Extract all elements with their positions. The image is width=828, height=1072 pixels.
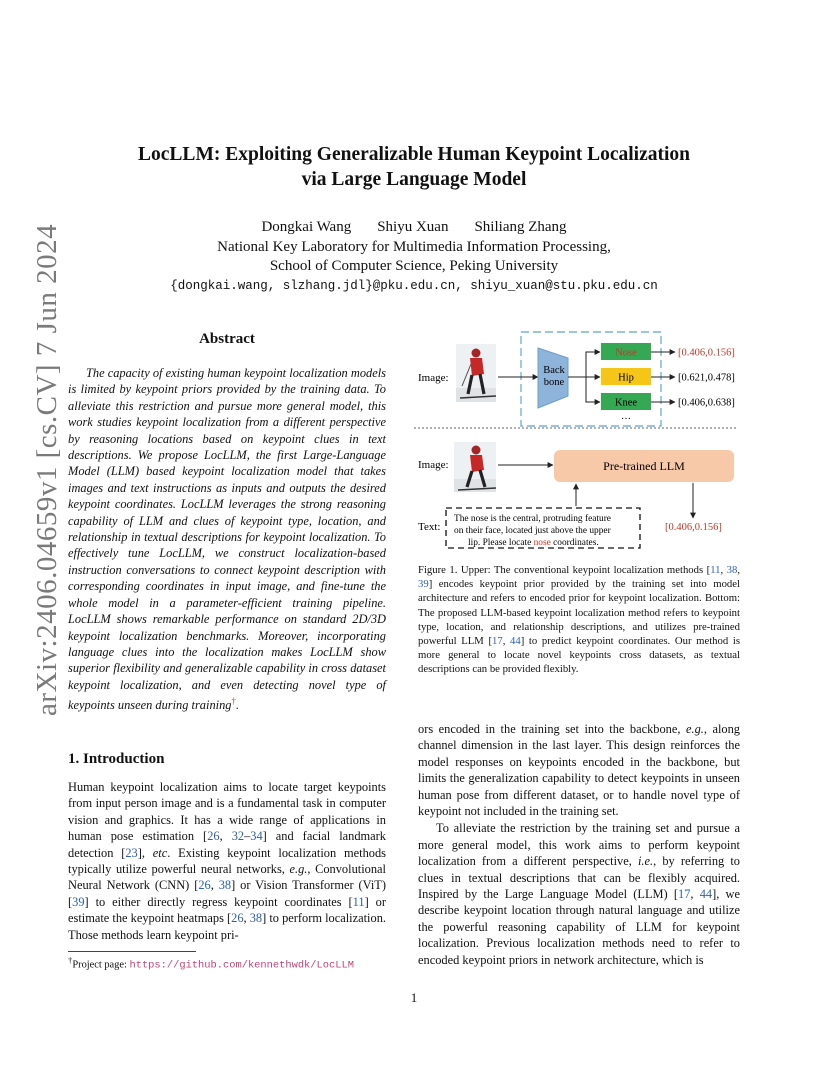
keypoint-ellipsis: … bbox=[621, 411, 631, 422]
text-input-label: Text: bbox=[418, 521, 441, 533]
citation-link[interactable]: 38 bbox=[249, 911, 263, 926]
intro-text: ] and facial landmark detection [ bbox=[68, 829, 386, 860]
citation-link[interactable]: 26 bbox=[198, 878, 211, 893]
citation-link[interactable]: 38 bbox=[218, 878, 232, 893]
citation-link[interactable]: 23 bbox=[125, 845, 138, 860]
intro-text: , bbox=[219, 829, 232, 844]
body-text: , along channel dimension in the last layer. This design reinforces the model responses on keypoints encoded in the backbone, but limits the generalization capability to detect keypoints in unseen human pose from different dataset, or to handle novel type of keypoint not included in the training set. bbox=[418, 722, 740, 819]
author-name: Shiyu Xuan bbox=[377, 219, 449, 235]
skier-photo-lower bbox=[454, 442, 496, 492]
project-page-link[interactable]: https://github.com/kennethwdk/LocLLM bbox=[129, 959, 354, 972]
citation-link[interactable]: 26 bbox=[231, 911, 244, 926]
text-prompt-line-2: on their face, located just above the upper bbox=[454, 526, 611, 536]
right-paragraph-2 bbox=[418, 820, 740, 968]
citation-link[interactable]: 26 bbox=[207, 829, 220, 844]
abstract-text: The capacity of existing human keypoint localization models is limited by keypoint priors provided by the training data. To alleviate this restriction and pursue more general model, this work studies keypoint localization from a different perspective by reasoning locations based on keypoint clues in text descriptions. We propose LocLLM, the first Large-Language Model (LLM) based keypoint localization model that takes images and text instructions as inputs and outputs the desired keypoint coordinates. LocLLM leverages the strong reasoning capability of LLM and clues of keypoint type, location, and relationship in textual descriptions for keypoint localization. To effectively tune LocLLM, we construct localization-based instruction conversations to connect keypoint description with corresponding coordinates in input image, and fine-tune the whole model in a parameter-efficient training pipeline. LocLLM shows remarkable performance on standard 2D/3D keypoint localization benchmarks. Moreover, incorporating language clues into the localization makes LocLLM show superior flexibility and generalizable capability in cross dataset keypoint localization, and even detecting novel type of keypoints unseen during training bbox=[68, 366, 386, 713]
intro-text: ] to either directly regress keypoint coordinates [ bbox=[84, 894, 353, 909]
citation-link[interactable]: 38 bbox=[726, 564, 738, 576]
skier-photo-upper bbox=[456, 344, 496, 402]
keypoint-knee-label: Knee bbox=[614, 397, 638, 409]
citation-link[interactable]: 11 bbox=[710, 564, 721, 576]
hip-output-coords: [0.621,0.478] bbox=[678, 372, 735, 384]
caption-text: , bbox=[737, 564, 741, 576]
footnote-rule bbox=[68, 951, 196, 952]
keypoint-nose-label: Nose bbox=[615, 347, 637, 359]
knee-output-coords: [0.406,0.638] bbox=[678, 397, 735, 409]
llm-output-coords: [0.406,0.156] bbox=[665, 522, 722, 533]
text-prompt-line-3: lip. Please locate nose coordinates. bbox=[468, 538, 599, 548]
author-name: Dongkai Wang bbox=[261, 219, 352, 235]
body-text: , bbox=[690, 887, 700, 902]
figure-1 bbox=[410, 322, 744, 554]
citation-link[interactable]: 17 bbox=[492, 635, 503, 648]
intro-paragraph bbox=[68, 779, 386, 943]
keypoint-hip-label: Hip bbox=[618, 372, 634, 384]
body-text: , by referring to clues in textual descriptions that can be flexibly acquired. Inspired by the Large Language Model (LLM) [ bbox=[418, 854, 740, 902]
intro-text: Human keypoint localization aims to locate target keypoints from input person image and is a fundamental task in computer vision and graphics. It has a wide range of applications in human pose estimation [ bbox=[68, 780, 386, 844]
right-column-body bbox=[418, 721, 740, 968]
citation-link[interactable]: 34 bbox=[250, 829, 263, 844]
body-text: e.g. bbox=[685, 722, 704, 736]
upper-image-label: Image: bbox=[418, 372, 449, 384]
intro-text: etc bbox=[152, 845, 168, 860]
text-prompt-line-1: The nose is the central, protruding feature bbox=[454, 514, 611, 524]
affiliation-line-2: School of Computer Science, Peking University bbox=[269, 258, 559, 274]
author-emails: {dongkai.wang, slzhang.jdl}@pku.edu.cn, shiyu_xuan@stu.pku.edu.cn bbox=[170, 278, 658, 293]
caption-text: ] encodes keypoint prior provided by the training set into model architecture and refers to encoded prior for keypoint localization. Bottom: The proposed LLM-based keypoint localization method refers to keypoint type, location, and relationship descriptions, and utilizes pre-trained powerful LLM [ bbox=[418, 578, 740, 648]
citation-link[interactable]: 17 bbox=[678, 887, 691, 902]
intro-text: , bbox=[243, 911, 250, 926]
backbone-label-2: bone bbox=[543, 377, 565, 388]
arxiv-identifier: arXiv:2406.04659v1 [cs.CV] 7 Jun 2024 bbox=[31, 223, 63, 716]
citation-link[interactable]: 32 bbox=[231, 829, 245, 844]
backbone-label-1: Back bbox=[543, 365, 565, 376]
citation-link[interactable]: 11 bbox=[352, 894, 365, 909]
right-paragraph-1 bbox=[418, 721, 740, 819]
intro-heading: 1. Introduction bbox=[68, 751, 165, 767]
pretrained-llm-label: Pre-trained LLM bbox=[603, 459, 685, 473]
abstract-footnote-mark[interactable]: † bbox=[231, 696, 236, 707]
citation-link[interactable]: 44 bbox=[510, 635, 521, 648]
abstract-heading: Abstract bbox=[199, 331, 255, 347]
caption-text: Figure 1. Upper: The conventional keypoint localization methods [ bbox=[418, 564, 711, 576]
abstract-end: . bbox=[235, 698, 240, 713]
citation-link[interactable]: 39 bbox=[418, 578, 429, 591]
intro-text: – bbox=[244, 829, 251, 844]
citation-link[interactable]: 44 bbox=[699, 887, 713, 902]
author-names bbox=[60, 218, 768, 238]
paper-title bbox=[60, 142, 768, 192]
intro-text: ] or estimate the keypoint heatmaps [ bbox=[68, 894, 386, 926]
body-text: i.e. bbox=[637, 854, 654, 869]
author-block bbox=[60, 218, 768, 296]
body-text: To alleviate the restriction by the training set and pursue a more general model, this work aims to perform keypoint localization from a different perspective, bbox=[418, 821, 740, 869]
intro-text: ], bbox=[137, 845, 153, 860]
lower-image-label: Image: bbox=[418, 459, 449, 471]
caption-text: , bbox=[720, 564, 727, 576]
footnote-label: Project page: bbox=[72, 959, 130, 971]
title-line-2: via Large Language Model bbox=[301, 169, 527, 190]
caption-text: , bbox=[502, 635, 511, 648]
intro-text: ] or Vision Transformer (ViT) [ bbox=[68, 878, 386, 909]
intro-text: ] to perform localization. Those methods learn keypoint pri- bbox=[68, 911, 386, 942]
footnote-mark: † bbox=[68, 955, 73, 965]
page-number: 1 bbox=[410, 990, 418, 1005]
intro-text: , bbox=[210, 878, 219, 893]
figure-caption bbox=[418, 563, 740, 677]
nose-output-coords: [0.406,0.156] bbox=[678, 347, 735, 359]
body-text: ], we describe keypoint location through natural language and utilize the powerful reasoning capability of LLM for keypoint localization. Previous localization methods need to refer to encoded keypoint priors in network architecture, which is bbox=[418, 887, 740, 967]
affiliation-line-1: National Key Laboratory for Multimedia Information Processing, bbox=[217, 238, 611, 255]
intro-text: . Existing keypoint localization methods typically utilize powerful neural networks, bbox=[68, 845, 386, 877]
body-text: ors encoded in the training set into the backbone, bbox=[418, 722, 686, 736]
caption-text: ] to predict keypoint coordinates. Our method is more general to locate novel keypoints cross datasets, as textual descriptions can be provided flexibly. bbox=[418, 635, 740, 676]
footnote bbox=[68, 955, 398, 971]
title-line-1: LocLLM: Exploiting Generalizable Human Keypoint Localization bbox=[138, 144, 690, 165]
author-name: Shiliang Zhang bbox=[474, 219, 567, 235]
citation-link[interactable]: 39 bbox=[72, 894, 85, 909]
intro-text: , Convolutional Neural Network (CNN) [ bbox=[68, 862, 386, 893]
intro-text: e.g. bbox=[289, 862, 308, 877]
abstract-body bbox=[68, 365, 386, 714]
